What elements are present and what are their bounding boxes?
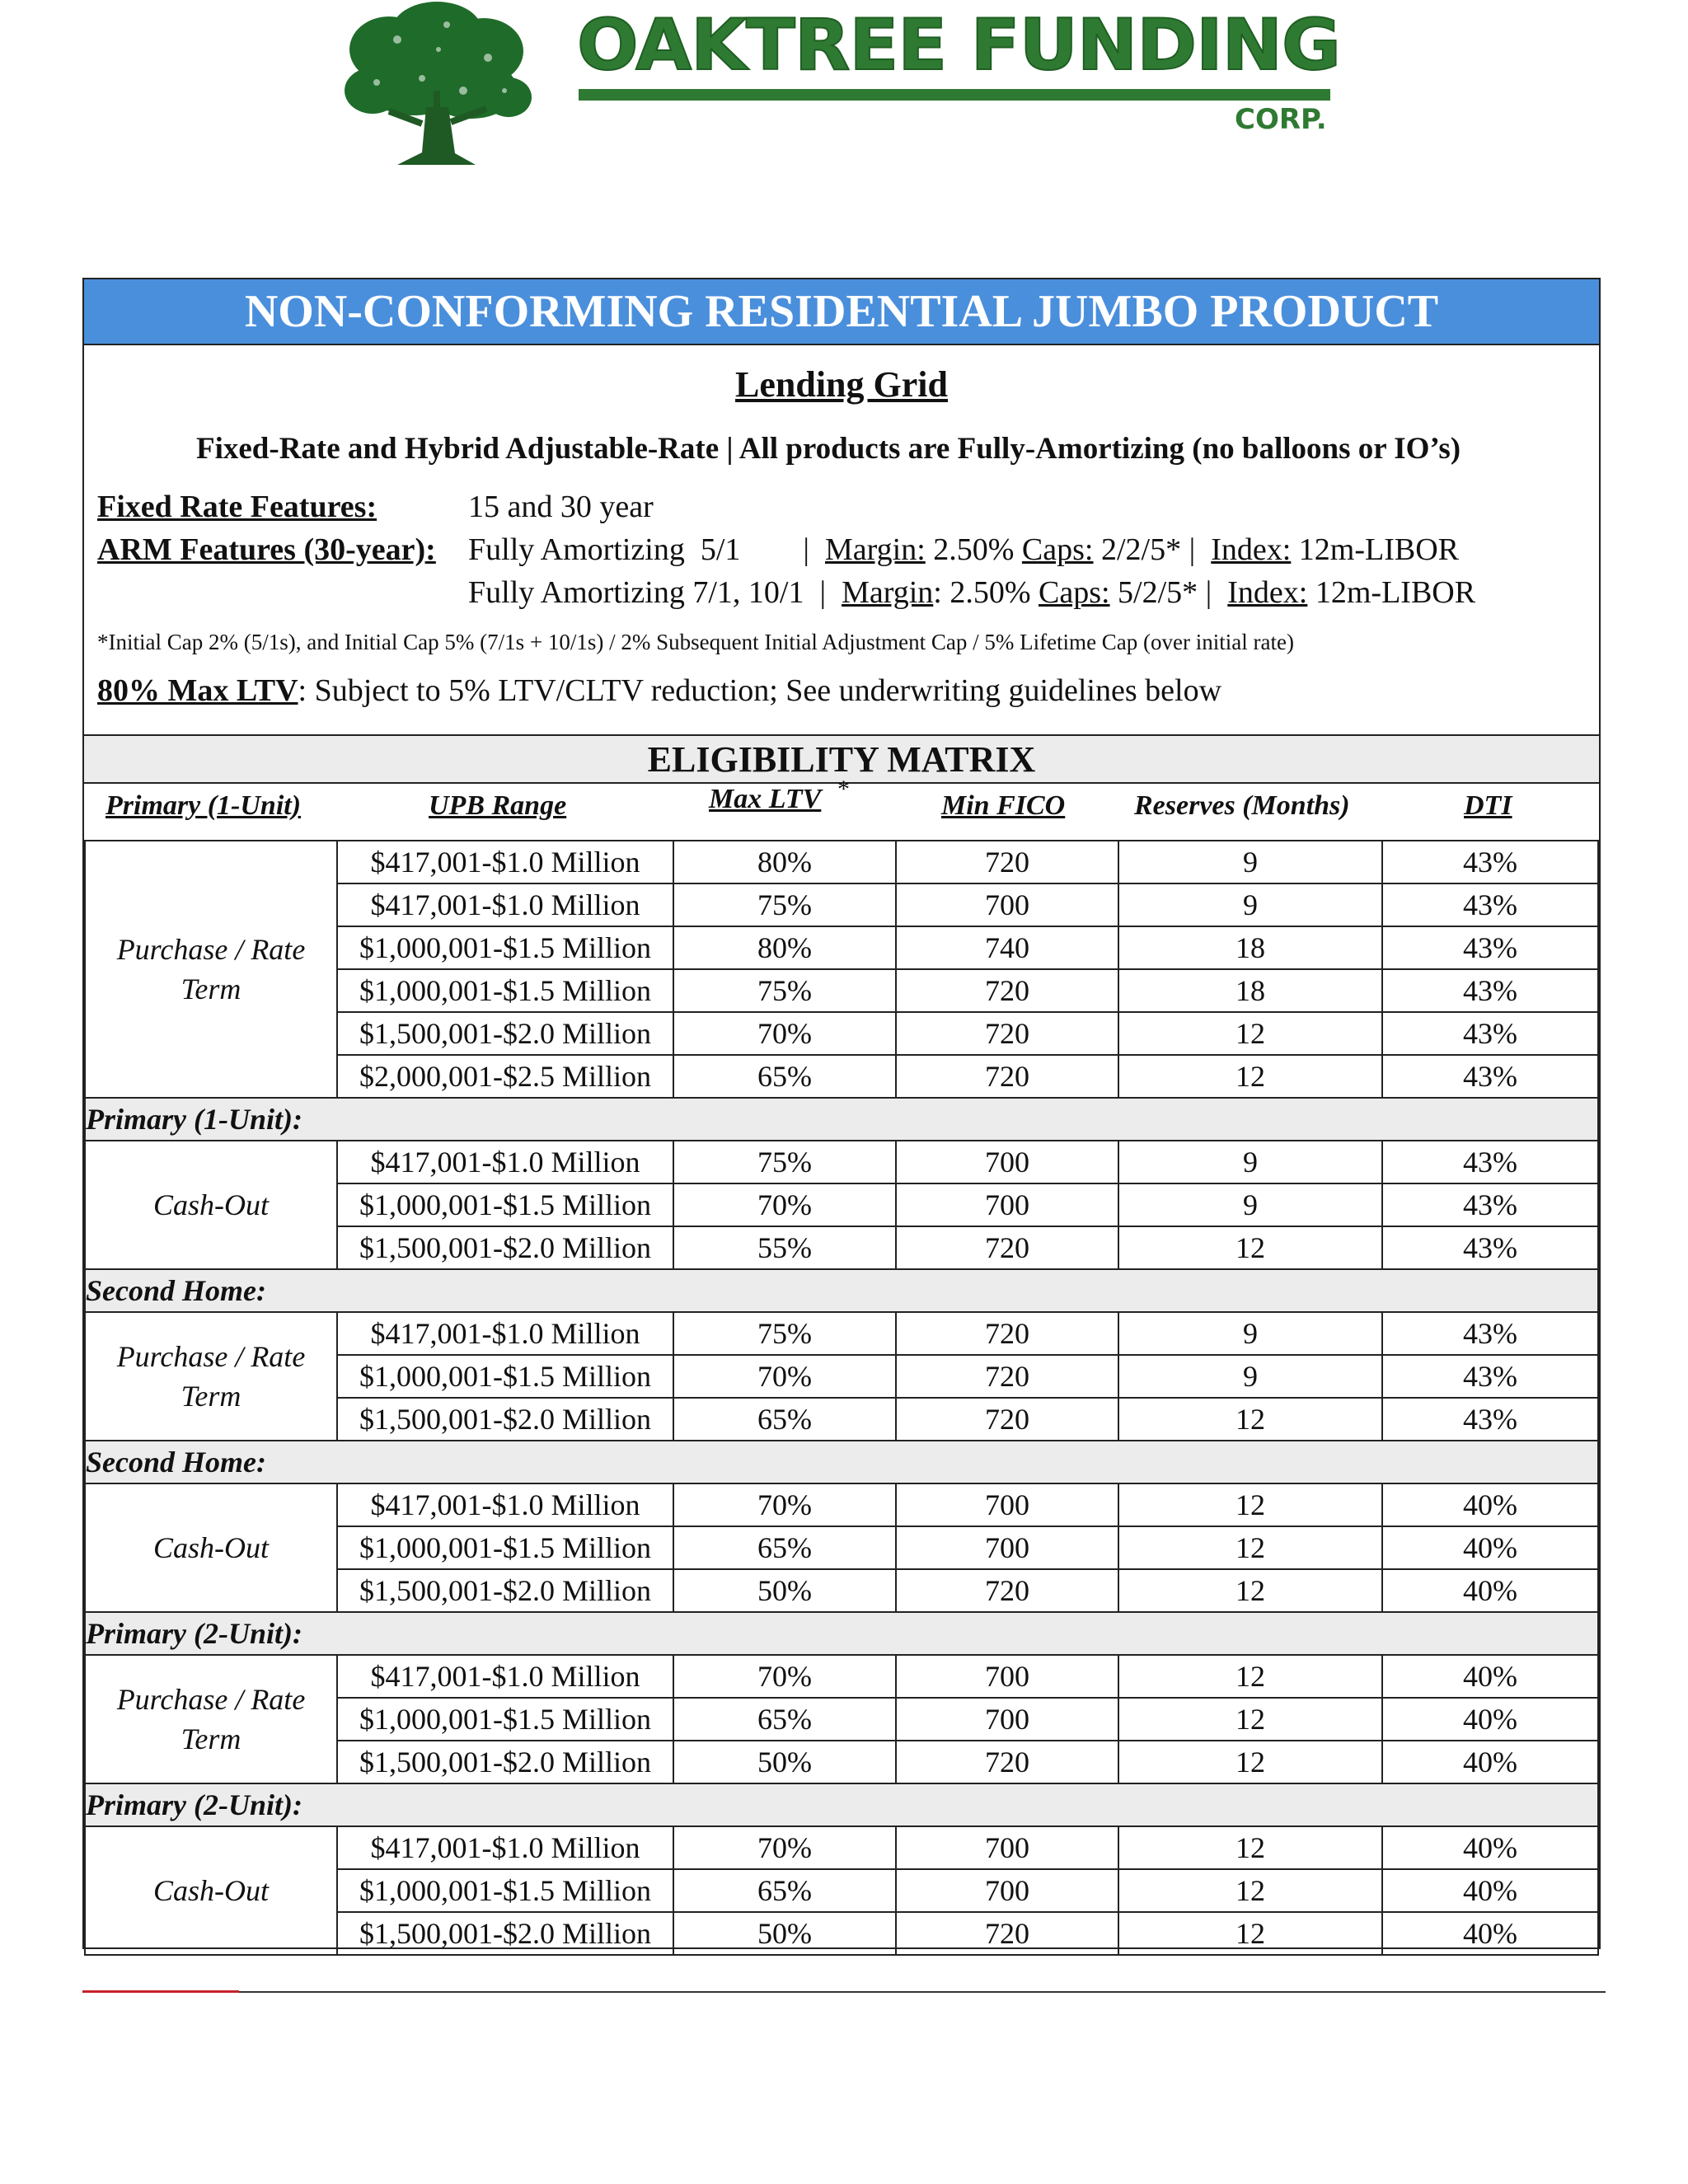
reserves-cell: 12 (1118, 1655, 1382, 1698)
upb-range-cell: $1,500,001-$2.0 Million (337, 1741, 673, 1783)
arm-row-1: Fully Amortizing 5/1 | Margin: 2.50% Caps: 2/2/5* | Index: 12m-LIBOR (468, 532, 1460, 567)
min-fico-cell: 720 (896, 969, 1118, 1012)
upb-range-cell: $417,001-$1.0 Million (337, 1312, 673, 1355)
min-fico-cell: 700 (896, 883, 1118, 926)
reserves-cell: 9 (1118, 1141, 1382, 1183)
upb-range-cell: $2,000,001-$2.5 Million (337, 1055, 673, 1098)
dti-cell: 43% (1382, 1398, 1598, 1441)
header-max-ltv: Max LTV (709, 784, 822, 814)
dti-cell: 43% (1382, 1355, 1598, 1398)
dti-cell: 40% (1382, 1526, 1598, 1569)
section-label: Second Home: (85, 1269, 1598, 1312)
max-ltv-cell: 50% (673, 1569, 896, 1612)
reserves-cell: 9 (1118, 883, 1382, 926)
min-fico-cell: 720 (896, 1355, 1118, 1398)
upb-range-cell: $417,001-$1.0 Million (337, 1655, 673, 1698)
reserves-cell: 9 (1118, 1355, 1382, 1398)
min-fico-cell: 700 (896, 1869, 1118, 1912)
max-ltv-line: 80% Max LTV: Subject to 5% LTV/CLTV reduction; See underwriting guidelines below (97, 673, 1222, 708)
section-label: Primary (2-Unit): (85, 1783, 1598, 1826)
upb-range-cell: $1,000,001-$1.5 Million (337, 969, 673, 1012)
company-rule (579, 89, 1330, 101)
table-row (85, 1826, 1598, 1869)
upb-range-cell: $1,500,001-$2.0 Million (337, 1569, 673, 1612)
max-ltv-cell: 65% (673, 1398, 896, 1441)
max-ltv-cell: 55% (673, 1226, 896, 1269)
section-header-row (85, 1783, 1598, 1826)
reserves-cell: 12 (1118, 1912, 1382, 1955)
max-ltv-cell: 70% (673, 1826, 896, 1869)
dti-cell: 43% (1382, 883, 1598, 926)
section-header-row (85, 1098, 1598, 1141)
min-fico-cell: 700 (896, 1483, 1118, 1526)
section-label: Primary (1-Unit): (85, 1098, 1598, 1141)
max-ltv-cell: 75% (673, 1312, 896, 1355)
max-ltv-cell: 75% (673, 969, 896, 1012)
dti-cell: 40% (1382, 1741, 1598, 1783)
max-ltv-cell: 65% (673, 1869, 896, 1912)
min-fico-cell: 720 (896, 1226, 1118, 1269)
dti-cell: 40% (1382, 1569, 1598, 1612)
max-ltv-cell: 65% (673, 1055, 896, 1098)
max-ltv-cell: 50% (673, 1912, 896, 1955)
upb-range-cell: $417,001-$1.0 Million (337, 1826, 673, 1869)
upb-range-cell: $1,000,001-$1.5 Million (337, 1698, 673, 1741)
eligibility-matrix-title: ELIGIBILITY MATRIX (84, 734, 1599, 784)
section-label: Primary (2-Unit): (85, 1612, 1598, 1655)
upb-range-cell: $1,000,001-$1.5 Million (337, 1526, 673, 1569)
loan-purpose-cell (85, 1655, 337, 1783)
company-suffix: CORP. (1235, 103, 1327, 136)
min-fico-cell: 700 (896, 1141, 1118, 1183)
header-dti: DTI (1464, 790, 1512, 821)
reserves-cell: 9 (1118, 1183, 1382, 1226)
dti-cell: 43% (1382, 1226, 1598, 1269)
dti-cell: 43% (1382, 1012, 1598, 1055)
header-max-ltv-star: * (837, 776, 850, 803)
min-fico-cell: 720 (896, 1012, 1118, 1055)
loan-purpose-label: Purchase / Rate Term (116, 1340, 306, 1413)
header-min-fico: Min FICO (941, 790, 1066, 821)
loan-purpose-cell (85, 1826, 337, 1955)
upb-range-cell: $417,001-$1.0 Million (337, 1141, 673, 1183)
reserves-cell: 12 (1118, 1012, 1382, 1055)
max-ltv-cell: 65% (673, 1698, 896, 1741)
reserves-cell: 12 (1118, 1526, 1382, 1569)
upb-range-cell: $417,001-$1.0 Million (337, 1483, 673, 1526)
product-banner: NON-CONFORMING RESIDENTIAL JUMBO PRODUCT (84, 279, 1599, 345)
max-ltv-cell: 70% (673, 1655, 896, 1698)
section-header-row (85, 1612, 1598, 1655)
footer-rule (82, 1991, 1606, 1993)
company-name: OAKTREE FUNDING (577, 4, 1340, 87)
table-row (85, 1141, 1598, 1183)
reserves-cell: 12 (1118, 1698, 1382, 1741)
dti-cell: 40% (1382, 1869, 1598, 1912)
dti-cell: 43% (1382, 841, 1598, 883)
upb-range-cell: $417,001-$1.0 Million (337, 841, 673, 883)
header-reserves: Reserves (Months) (1134, 790, 1350, 821)
max-ltv-cell: 65% (673, 1526, 896, 1569)
upb-range-cell: $1,000,001-$1.5 Million (337, 1869, 673, 1912)
dti-cell: 43% (1382, 1141, 1598, 1183)
dti-cell: 43% (1382, 1055, 1598, 1098)
loan-purpose-label: Cash-Out (152, 1188, 269, 1221)
min-fico-cell: 720 (896, 1741, 1118, 1783)
product-frame (82, 278, 1601, 1949)
section-header-row (85, 1441, 1598, 1483)
section-header-row (85, 1269, 1598, 1312)
dti-cell: 40% (1382, 1483, 1598, 1526)
loan-purpose-cell (85, 1141, 337, 1269)
loan-purpose-cell (85, 841, 337, 1098)
header-upb-range: UPB Range (429, 790, 567, 821)
loan-purpose-cell (85, 1312, 337, 1441)
table-row (85, 1312, 1598, 1355)
loan-purpose-cell (85, 1483, 337, 1612)
min-fico-cell: 720 (896, 1569, 1118, 1612)
reserves-cell: 12 (1118, 1869, 1382, 1912)
reserves-cell: 12 (1118, 1826, 1382, 1869)
min-fico-cell: 700 (896, 1826, 1118, 1869)
max-ltv-cell: 75% (673, 1141, 896, 1183)
reserves-cell: 12 (1118, 1483, 1382, 1526)
header-occupancy: Primary (1-Unit) (106, 790, 302, 821)
loan-purpose-label: Cash-Out (152, 1874, 269, 1907)
fixed-rate-value: 15 and 30 year (468, 490, 654, 524)
upb-range-cell: $1,500,001-$2.0 Million (337, 1012, 673, 1055)
max-ltv-cell: 80% (673, 926, 896, 969)
max-ltv-cell: 75% (673, 883, 896, 926)
min-fico-cell: 740 (896, 926, 1118, 969)
min-fico-cell: 700 (896, 1183, 1118, 1226)
oak-tree-icon (340, 0, 533, 169)
section-label: Second Home: (85, 1441, 1598, 1483)
footer-accent (82, 1990, 239, 1993)
dti-cell: 40% (1382, 1655, 1598, 1698)
reserves-cell: 18 (1118, 926, 1382, 969)
max-ltv-cell: 70% (673, 1012, 896, 1055)
dti-cell: 43% (1382, 926, 1598, 969)
min-fico-cell: 720 (896, 841, 1118, 883)
eligibility-table (84, 840, 1599, 1956)
fixed-rate-label: Fixed Rate Features: (97, 490, 377, 524)
min-fico-cell: 720 (896, 1055, 1118, 1098)
loan-purpose-label: Purchase / Rate Term (116, 933, 306, 1005)
dti-cell: 40% (1382, 1912, 1598, 1955)
dti-cell: 43% (1382, 1183, 1598, 1226)
min-fico-cell: 700 (896, 1698, 1118, 1741)
reserves-cell: 9 (1118, 841, 1382, 883)
min-fico-cell: 720 (896, 1912, 1118, 1955)
max-ltv-cell: 50% (673, 1741, 896, 1783)
upb-range-cell: $1,500,001-$2.0 Million (337, 1398, 673, 1441)
reserves-cell: 12 (1118, 1398, 1382, 1441)
reserves-cell: 12 (1118, 1569, 1382, 1612)
loan-purpose-label: Cash-Out (152, 1531, 269, 1564)
upb-range-cell: $1,500,001-$2.0 Million (337, 1226, 673, 1269)
lending-grid-title: Lending Grid (735, 364, 948, 405)
max-ltv-cell: 70% (673, 1483, 896, 1526)
reserves-cell: 9 (1118, 1312, 1382, 1355)
max-ltv-cell: 70% (673, 1355, 896, 1398)
table-row (85, 1483, 1598, 1526)
dti-cell: 40% (1382, 1826, 1598, 1869)
upb-range-cell: $1,500,001-$2.0 Million (337, 1912, 673, 1955)
loan-purpose-label: Purchase / Rate Term (116, 1683, 306, 1755)
arm-features-label: ARM Features (30-year): (97, 532, 436, 567)
min-fico-cell: 720 (896, 1312, 1118, 1355)
table-row (85, 841, 1598, 883)
products-line: Fixed-Rate and Hybrid Adjustable-Rate | All products are Fully-Amortizing (no balloons or IO’s) (196, 432, 1461, 466)
upb-range-cell: $417,001-$1.0 Million (337, 883, 673, 926)
arm-row-2: Fully Amortizing 7/1, 10/1 | Margin: 2.50% Caps: 5/2/5* | Index: 12m-LIBOR (468, 575, 1476, 610)
reserves-cell: 12 (1118, 1226, 1382, 1269)
reserves-cell: 12 (1118, 1055, 1382, 1098)
upb-range-cell: $1,000,001-$1.5 Million (337, 1355, 673, 1398)
min-fico-cell: 700 (896, 1526, 1118, 1569)
max-ltv-cell: 80% (673, 841, 896, 883)
min-fico-cell: 700 (896, 1655, 1118, 1698)
min-fico-cell: 720 (896, 1398, 1118, 1441)
table-row (85, 1655, 1598, 1698)
max-ltv-cell: 70% (673, 1183, 896, 1226)
upb-range-cell: $1,000,001-$1.5 Million (337, 1183, 673, 1226)
dti-cell: 43% (1382, 969, 1598, 1012)
dti-cell: 40% (1382, 1698, 1598, 1741)
reserves-cell: 18 (1118, 969, 1382, 1012)
cap-footnote: *Initial Cap 2% (5/1s), and Initial Cap 5% (7/1s + 10/1s) / 2% Subsequent Initial Adjustment Cap / 5% Lifetime Cap (over initial rate) (97, 630, 1294, 654)
dti-cell: 43% (1382, 1312, 1598, 1355)
reserves-cell: 12 (1118, 1741, 1382, 1783)
upb-range-cell: $1,000,001-$1.5 Million (337, 926, 673, 969)
